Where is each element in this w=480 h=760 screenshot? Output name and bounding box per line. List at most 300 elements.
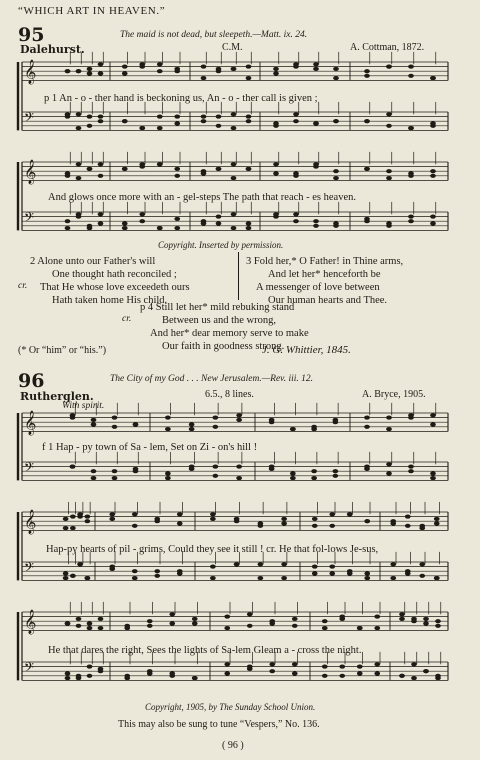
note-head	[329, 565, 335, 569]
note-head	[419, 574, 425, 578]
note-head	[76, 624, 82, 628]
note-head	[65, 219, 71, 223]
note-head	[423, 617, 429, 621]
note-head	[281, 562, 287, 566]
meter: 6.5., 8 lines.	[205, 389, 254, 400]
note-head	[419, 562, 425, 566]
note-head	[411, 662, 417, 666]
note-head	[357, 665, 363, 669]
note-head	[313, 62, 319, 66]
note-head	[65, 671, 71, 675]
note-head	[87, 67, 93, 71]
note-head	[85, 519, 91, 523]
note-head	[192, 621, 198, 625]
hymn-number: 96	[18, 370, 45, 392]
treble-clef-icon: 𝄞	[24, 158, 37, 184]
note-head	[273, 212, 279, 216]
note-head	[76, 162, 82, 166]
lyrics-line: p 1 An - o - ther hand is beckoning us, An - o - ther call is given ;	[44, 93, 318, 104]
note-head	[312, 517, 318, 521]
copyright-note: Copyright. Inserted by permission.	[158, 240, 284, 250]
note-head	[133, 469, 139, 473]
note-head	[246, 221, 252, 225]
note-head	[333, 119, 339, 123]
note-head	[76, 112, 82, 116]
note-head	[364, 119, 370, 123]
note-head	[87, 674, 93, 678]
note-head	[408, 469, 414, 473]
footnote: (* Or “him” or “his.”)	[18, 345, 107, 356]
note-head	[98, 626, 104, 630]
note-head	[234, 519, 240, 523]
note-head	[70, 515, 76, 519]
tune-name: Rutherglen.	[20, 390, 94, 403]
alternate-tune-note: This may also be sung to tune “Vespers,” No. 136.	[118, 719, 320, 730]
note-head	[201, 65, 207, 69]
note-head	[76, 212, 82, 216]
note-head	[124, 676, 130, 680]
verse-line: And let her* henceforth be	[268, 269, 381, 280]
note-head	[293, 219, 299, 223]
note-head	[292, 671, 298, 675]
note-head	[213, 474, 219, 478]
note-head	[430, 422, 436, 426]
verse-line: 2 Alone unto our Father's will	[30, 256, 156, 267]
hymn-number: 95	[18, 24, 45, 46]
note-head	[405, 515, 411, 519]
note-head	[322, 619, 328, 623]
note-head	[87, 626, 93, 630]
note-head	[386, 124, 392, 128]
verse-line: 3 Fold her,* O Father! in Thine arms,	[246, 256, 404, 267]
note-head	[374, 615, 380, 619]
note-head	[112, 416, 118, 420]
note-head	[169, 612, 175, 616]
note-head	[386, 169, 392, 173]
note-head	[234, 562, 240, 566]
note-head	[177, 521, 183, 525]
note-head	[430, 471, 436, 475]
page-header: “WHICH ART IN HEAVEN.”	[18, 5, 166, 17]
note-head	[399, 612, 405, 616]
note-head	[132, 569, 138, 573]
note-head	[210, 576, 216, 580]
note-head	[311, 476, 317, 480]
note-head	[122, 119, 128, 123]
note-head	[154, 574, 160, 578]
note-head	[112, 476, 118, 480]
note-head	[87, 71, 93, 75]
note-head	[292, 662, 298, 666]
note-head	[405, 524, 411, 528]
note-head	[87, 621, 93, 625]
note-head	[364, 576, 370, 580]
note-head	[65, 171, 71, 175]
note-head	[246, 115, 252, 119]
note-head	[112, 469, 118, 473]
dynamic-mark: cr.	[122, 314, 132, 324]
note-head	[147, 669, 153, 673]
note-head	[247, 665, 253, 669]
meter: C.M.	[222, 42, 243, 53]
note-head	[386, 65, 392, 69]
bass-clef-icon: 𝄢	[24, 458, 35, 478]
note-head	[329, 524, 335, 528]
note-head	[189, 465, 195, 469]
note-head	[313, 121, 319, 125]
note-head	[91, 418, 97, 422]
copyright-note: Copyright, 1905, by The Sunday School Union.	[145, 702, 316, 712]
note-head	[210, 565, 216, 569]
note-head	[98, 174, 104, 178]
note-head	[157, 69, 163, 73]
note-head	[322, 626, 328, 630]
note-head	[213, 416, 219, 420]
lyrics-line: Hap-py hearts of pil - grims, Could they see it still ! cr. He that fol-lows Je-sus,	[46, 544, 379, 555]
note-head	[386, 471, 392, 475]
note-head	[408, 126, 414, 130]
note-head	[258, 576, 264, 580]
note-head	[293, 112, 299, 116]
note-head	[98, 667, 104, 671]
note-head	[76, 674, 82, 678]
note-head	[408, 74, 414, 78]
note-head	[408, 171, 414, 175]
note-head	[434, 521, 440, 525]
note-head	[430, 476, 436, 480]
note-head	[246, 76, 252, 80]
note-head	[63, 517, 69, 521]
note-head	[216, 221, 222, 225]
note-head	[273, 171, 279, 175]
note-head	[231, 162, 237, 166]
note-head	[65, 621, 71, 625]
note-head	[236, 418, 242, 422]
note-head	[322, 665, 328, 669]
note-head	[70, 526, 76, 530]
note-head	[430, 215, 436, 219]
note-head	[430, 174, 436, 178]
note-head	[273, 162, 279, 166]
note-head	[201, 76, 207, 80]
note-head	[293, 65, 299, 69]
note-head	[339, 665, 345, 669]
bass-clef-icon: 𝄢	[24, 208, 35, 228]
note-head	[236, 465, 242, 469]
verse-line: Between us and the wrong,	[162, 315, 277, 326]
note-head	[201, 119, 207, 123]
note-head	[174, 167, 180, 171]
note-head	[177, 512, 183, 516]
note-head	[374, 662, 380, 666]
note-head	[408, 219, 414, 223]
note-head	[165, 471, 171, 475]
note-head	[177, 569, 183, 573]
note-head	[231, 112, 237, 116]
note-head	[216, 124, 222, 128]
note-head	[364, 69, 370, 73]
note-head	[154, 519, 160, 523]
note-head	[231, 67, 237, 71]
note-head	[122, 226, 128, 230]
note-head	[281, 521, 287, 525]
note-head	[386, 462, 392, 466]
note-head	[109, 517, 115, 521]
note-head	[122, 65, 128, 69]
note-head	[333, 76, 339, 80]
note-head	[147, 624, 153, 628]
note-head	[333, 169, 339, 173]
note-head	[430, 413, 436, 417]
note-head	[216, 115, 222, 119]
composer: A. Bryce, 1905.	[362, 389, 426, 400]
note-head	[399, 674, 405, 678]
note-head	[174, 217, 180, 221]
note-head	[98, 62, 104, 66]
note-head	[269, 465, 275, 469]
note-head	[174, 69, 180, 73]
lyrics-line: He that dares the right, Sees the lights of Sa-lem Gleam a - cross the night.	[48, 645, 362, 656]
note-head	[133, 422, 139, 426]
treble-clef-icon: 𝄞	[24, 58, 37, 84]
note-head	[333, 67, 339, 71]
note-head	[91, 422, 97, 426]
composer: A. Cottman, 1872.	[350, 42, 425, 53]
note-head	[65, 115, 71, 119]
note-head	[213, 465, 219, 469]
note-head	[77, 512, 83, 516]
note-head	[290, 476, 296, 480]
note-head	[430, 169, 436, 173]
note-head	[364, 467, 370, 471]
note-head	[165, 476, 171, 480]
note-head	[246, 119, 252, 123]
note-head	[132, 512, 138, 516]
note-head	[139, 165, 145, 169]
note-head	[224, 626, 230, 630]
note-head	[91, 476, 97, 480]
note-head	[210, 517, 216, 521]
note-head	[273, 121, 279, 125]
note-head	[247, 624, 253, 628]
note-head	[293, 171, 299, 175]
note-head	[435, 676, 441, 680]
note-head	[98, 119, 104, 123]
note-head	[76, 176, 82, 180]
note-head	[434, 576, 440, 580]
bass-clef-icon: 𝄢	[24, 558, 35, 578]
note-head	[65, 226, 71, 230]
note-head	[246, 226, 252, 230]
note-head	[364, 219, 370, 223]
note-head	[333, 418, 339, 422]
note-head	[87, 665, 93, 669]
note-head	[76, 69, 82, 73]
note-head	[273, 67, 279, 71]
note-head	[98, 115, 104, 119]
note-head	[423, 669, 429, 673]
note-head	[434, 517, 440, 521]
note-head	[122, 167, 128, 171]
page-number: ( 96 )	[222, 740, 244, 751]
note-head	[63, 571, 69, 575]
note-head	[139, 62, 145, 66]
note-head	[87, 115, 93, 119]
note-head	[109, 512, 115, 516]
note-head	[312, 571, 318, 575]
note-head	[77, 562, 83, 566]
dynamic-mark: cr.	[18, 281, 28, 291]
scripture-reference: The City of my God . . . New Jerusalem.—Rev. iii. 12.	[110, 374, 313, 384]
verse-line: And her* dear memory serve to make	[150, 328, 309, 339]
note-head	[246, 65, 252, 69]
note-head	[258, 524, 264, 528]
note-head	[313, 219, 319, 223]
text-author: J. G. Whittier, 1845.	[262, 344, 351, 356]
note-head	[139, 219, 145, 223]
note-head	[139, 212, 145, 216]
note-head	[98, 617, 104, 621]
note-head	[124, 624, 130, 628]
note-head	[169, 671, 175, 675]
note-head	[231, 212, 237, 216]
note-head	[435, 624, 441, 628]
note-head	[70, 465, 76, 469]
note-head	[231, 126, 237, 130]
note-head	[329, 512, 335, 516]
note-head	[122, 221, 128, 225]
note-head	[347, 512, 353, 516]
note-head	[269, 621, 275, 625]
note-head	[405, 569, 411, 573]
note-head	[386, 416, 392, 420]
note-head	[98, 212, 104, 216]
note-head	[333, 474, 339, 478]
note-head	[390, 521, 396, 525]
note-head	[165, 427, 171, 431]
note-head	[216, 67, 222, 71]
note-head	[236, 476, 242, 480]
note-head	[390, 576, 396, 580]
tune-name: Dalehurst.	[20, 43, 85, 56]
note-head	[91, 469, 97, 473]
note-head	[364, 425, 370, 429]
note-head	[430, 76, 436, 80]
note-head	[364, 519, 370, 523]
note-head	[85, 576, 91, 580]
note-head	[430, 121, 436, 125]
note-head	[65, 69, 71, 73]
note-head	[411, 619, 417, 623]
note-head	[65, 676, 71, 680]
note-head	[374, 671, 380, 675]
verse-line: Our human hearts and Thee.	[268, 295, 388, 306]
note-head	[247, 612, 253, 616]
note-head	[132, 524, 138, 528]
note-head	[174, 121, 180, 125]
note-head	[386, 112, 392, 116]
note-head	[174, 226, 180, 230]
note-head	[201, 171, 207, 175]
note-head	[189, 422, 195, 426]
note-head	[292, 617, 298, 621]
note-head	[399, 617, 405, 621]
note-head	[386, 176, 392, 180]
note-head	[169, 621, 175, 625]
note-head	[408, 413, 414, 417]
note-head	[246, 167, 252, 171]
note-head	[98, 162, 104, 166]
note-head	[85, 515, 91, 519]
note-head	[312, 524, 318, 528]
verse-line: Our faith in goodness strong.	[162, 341, 285, 352]
note-head	[258, 562, 264, 566]
note-head	[157, 115, 163, 119]
note-head	[70, 574, 76, 578]
note-head	[139, 126, 145, 130]
note-head	[347, 569, 353, 573]
note-head	[269, 420, 275, 424]
note-head	[76, 126, 82, 130]
note-head	[87, 124, 93, 128]
note-head	[224, 615, 230, 619]
note-head	[292, 624, 298, 628]
note-head	[192, 676, 198, 680]
bass-clef-icon: 𝄢	[24, 108, 35, 128]
note-head	[364, 167, 370, 171]
note-head	[231, 226, 237, 230]
verse-line: A messenger of love between	[256, 282, 380, 293]
note-head	[281, 576, 287, 580]
note-head	[201, 115, 207, 119]
note-head	[70, 416, 76, 420]
lyrics-line: And glows once more with an - gel-steps The path that reach - es heaven.	[48, 192, 356, 203]
note-head	[98, 221, 104, 225]
note-head	[224, 671, 230, 675]
note-head	[122, 71, 128, 75]
note-head	[63, 526, 69, 530]
note-head	[430, 221, 436, 225]
bass-clef-icon: 𝄢	[24, 658, 35, 678]
note-head	[269, 669, 275, 673]
note-head	[112, 425, 118, 429]
note-head	[364, 571, 370, 575]
note-head	[147, 619, 153, 623]
note-head	[386, 427, 392, 431]
note-head	[333, 224, 339, 228]
note-head	[419, 524, 425, 528]
note-head	[311, 427, 317, 431]
note-head	[157, 162, 163, 166]
treble-clef-icon: 𝄞	[24, 608, 37, 634]
note-head	[63, 576, 69, 580]
note-head	[408, 465, 414, 469]
note-head	[408, 65, 414, 69]
note-head	[313, 162, 319, 166]
verse-line: One thought hath reconciled ;	[52, 269, 177, 280]
scripture-reference: The maid is not dead, but sleepeth.—Matt. ix. 24.	[120, 30, 308, 40]
note-head	[216, 167, 222, 171]
note-head	[157, 226, 163, 230]
note-head	[98, 71, 104, 75]
note-head	[290, 471, 296, 475]
note-head	[154, 569, 160, 573]
note-head	[201, 219, 207, 223]
note-head	[374, 626, 380, 630]
tempo-marking: With spirit.	[62, 401, 105, 411]
note-head	[132, 576, 138, 580]
note-head	[357, 626, 363, 630]
